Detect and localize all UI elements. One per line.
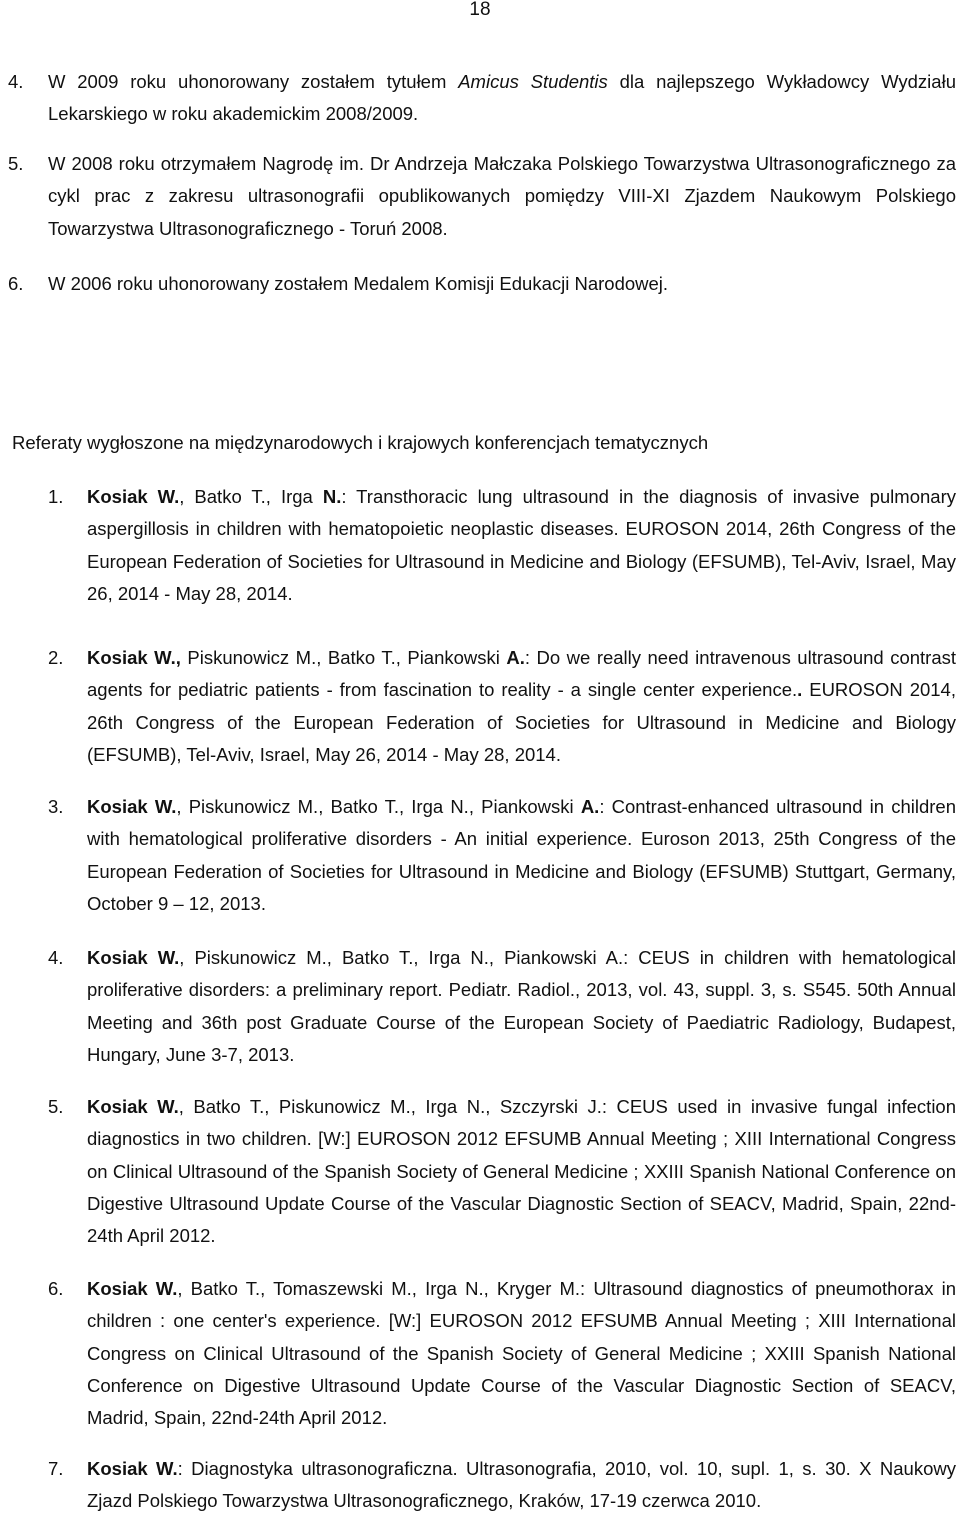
page-number: 18 — [469, 0, 491, 20]
award-number: 4. — [8, 71, 24, 92]
author-bold: . — [797, 679, 803, 701]
award-item — [8, 66, 956, 131]
award-text: W 2006 roku uhonorowany zostałem Medalem Komisji Edukacji Narodowej. — [48, 273, 669, 294]
author-bold: Kosiak W. — [87, 947, 180, 968]
reference-segment: , Batko T., Tomaszewski M., Irga N., Kryger M.: Ultrasound diagnostics of pneumothorax in children : one center's experience. [W:] EUROSON 2012 EFSUMB Annual Meeting ; XIII International Congress on Clinical Ultrasound of the Spanish Society of General Medicine ; XXIII Spanish National Conference on Digestive Ultrasound Update Course of the Vascular Diagnostic Section of SEACV, Madrid, Spain, 22nd-24th April 2012. — [87, 1278, 956, 1429]
author-bold: Kosiak W. — [87, 647, 176, 668]
section-title: Referaty wygłoszone na międzynarodowych i krajowych konferencjach tematycznych — [12, 432, 709, 453]
reference-segment: : Contrast-enhanced ultrasound in children with hematological proliferative disorders - An initial experience. Euroson 2013, 25th Congress of the European Federation of Societies for Ultrasound in Medicine and Biology (EFSUMB) Stuttgart, Germany, October 9 – 12, 2013. — [87, 796, 956, 914]
reference-text — [87, 642, 956, 771]
author-bold: , — [175, 647, 181, 668]
reference-number: 5. — [48, 1096, 64, 1117]
award-number: 6. — [8, 273, 24, 294]
reference-segment: Piskunowicz M., Batko T., Piankowski — [180, 647, 507, 668]
reference-item — [48, 942, 956, 1071]
reference-number: 7. — [48, 1458, 64, 1479]
reference-text — [87, 1453, 956, 1518]
award-title: Amicus Studentis — [458, 71, 608, 92]
author-bold: Kosiak W. — [87, 1096, 179, 1117]
reference-text — [87, 1091, 956, 1252]
reference-text — [87, 791, 956, 920]
reference-segment: : Do we really need intravenous ultrasound contrast agents for pediatric patients - from fascination to reality - a single center experience. — [87, 647, 957, 701]
reference-number: 3. — [48, 796, 64, 817]
award-text: W 2009 roku uhonorowany zostałem tytułem Amicus Studentis dla najlepszego Wykładowcy Wydziału Lekarskiego w roku akademickim 2008/2009. — [48, 71, 956, 125]
reference-text — [87, 942, 956, 1071]
reference-segment: EUROSON 2014, 26th Congress of the European Federation of Societies for Ultrasound in Medicine and Biology (EFSUMB), Tel-Aviv, Israel, May 26, 2014 - May 28, 2014. — [87, 679, 956, 765]
reference-segment: : Diagnostyka ultrasonograficzna. Ultrasonografia, 2010, vol. 10, supl. 1, s. 30. X Naukowy Zjazd Polskiego Towarzystwa Ultrasonograficznego, Kraków, 17-19 czerwca 2010. — [87, 1458, 956, 1512]
reference-segment: , Piskunowicz M., Batko T., Irga N., Piankowski A.: CEUS in children with hematological proliferative disorders: a preliminary report. Pediatr. Radiol., 2013, vol. 43, suppl. 3, s. S545. 50th Annual Meeting and 36th post Graduate Course of the European Society of Paediatric Radiology, Budapest, Hungary, June 3-7, 2013. — [87, 947, 956, 1065]
reference-segment: , Batko T., Irga — [179, 486, 323, 507]
author-bold: Kosiak W. — [87, 796, 177, 817]
award-text: W 2008 roku otrzymałem Nagrodę im. Dr Andrzeja Małczaka Polskiego Towarzystwa Ultrasonograficznego za cykl prac z zakresu ultrasonografii opublikowanych pomiędzy VIII-XI Zjazdem Naukowym Polskiego Towarzystwa Ultrasonograficznego - Toruń 2008. — [48, 153, 956, 239]
reference-number: 4. — [48, 947, 64, 968]
reference-item — [48, 642, 956, 771]
award-item — [8, 268, 956, 300]
author-bold: Kosiak W. — [87, 1458, 178, 1479]
reference-item — [48, 1091, 956, 1252]
reference-segment: , Batko T., Piskunowicz M., Irga N., Szczyrski J.: CEUS used in invasive fungal infection diagnostics in two children. [W:] EUROSON 2012 EFSUMB Annual Meeting ; XIII International Congress on Clinical Ultrasound of the Spanish Society of General Medicine ; XXIII Spanish National Conference on Digestive Ultrasound Update Course of the Vascular Diagnostic Section of SEACV, Madrid, Spain, 22nd-24th April 2012. — [87, 1096, 957, 1247]
reference-number: 1. — [48, 486, 64, 507]
reference-item — [48, 1273, 956, 1434]
author-bold: N. — [322, 486, 342, 507]
author-bold: A. — [506, 647, 525, 668]
author-bold: Kosiak W. — [87, 1278, 178, 1299]
author-bold: A. — [580, 796, 600, 817]
reference-item — [48, 1453, 956, 1518]
reference-item — [48, 481, 956, 610]
award-item — [8, 148, 956, 245]
reference-text — [87, 481, 956, 610]
reference-segment: , Piskunowicz M., Batko T., Irga N., Piankowski — [176, 796, 581, 817]
award-number: 5. — [8, 153, 24, 174]
reference-text — [87, 1273, 956, 1434]
reference-number: 2. — [48, 647, 64, 668]
reference-item — [48, 791, 956, 920]
reference-number: 6. — [48, 1278, 64, 1299]
reference-segment: : Transthoracic lung ultrasound in the diagnosis of invasive pulmonary aspergillosis in children with hematopoietic neoplastic diseases. EUROSON 2014, 26th Congress of the European Federation of Societies for Ultrasound in Medicine and Biology (EFSUMB), Tel-Aviv, Israel, May 26, 2014 - May 28, 2014. — [87, 486, 956, 604]
author-bold: Kosiak W. — [87, 486, 180, 507]
